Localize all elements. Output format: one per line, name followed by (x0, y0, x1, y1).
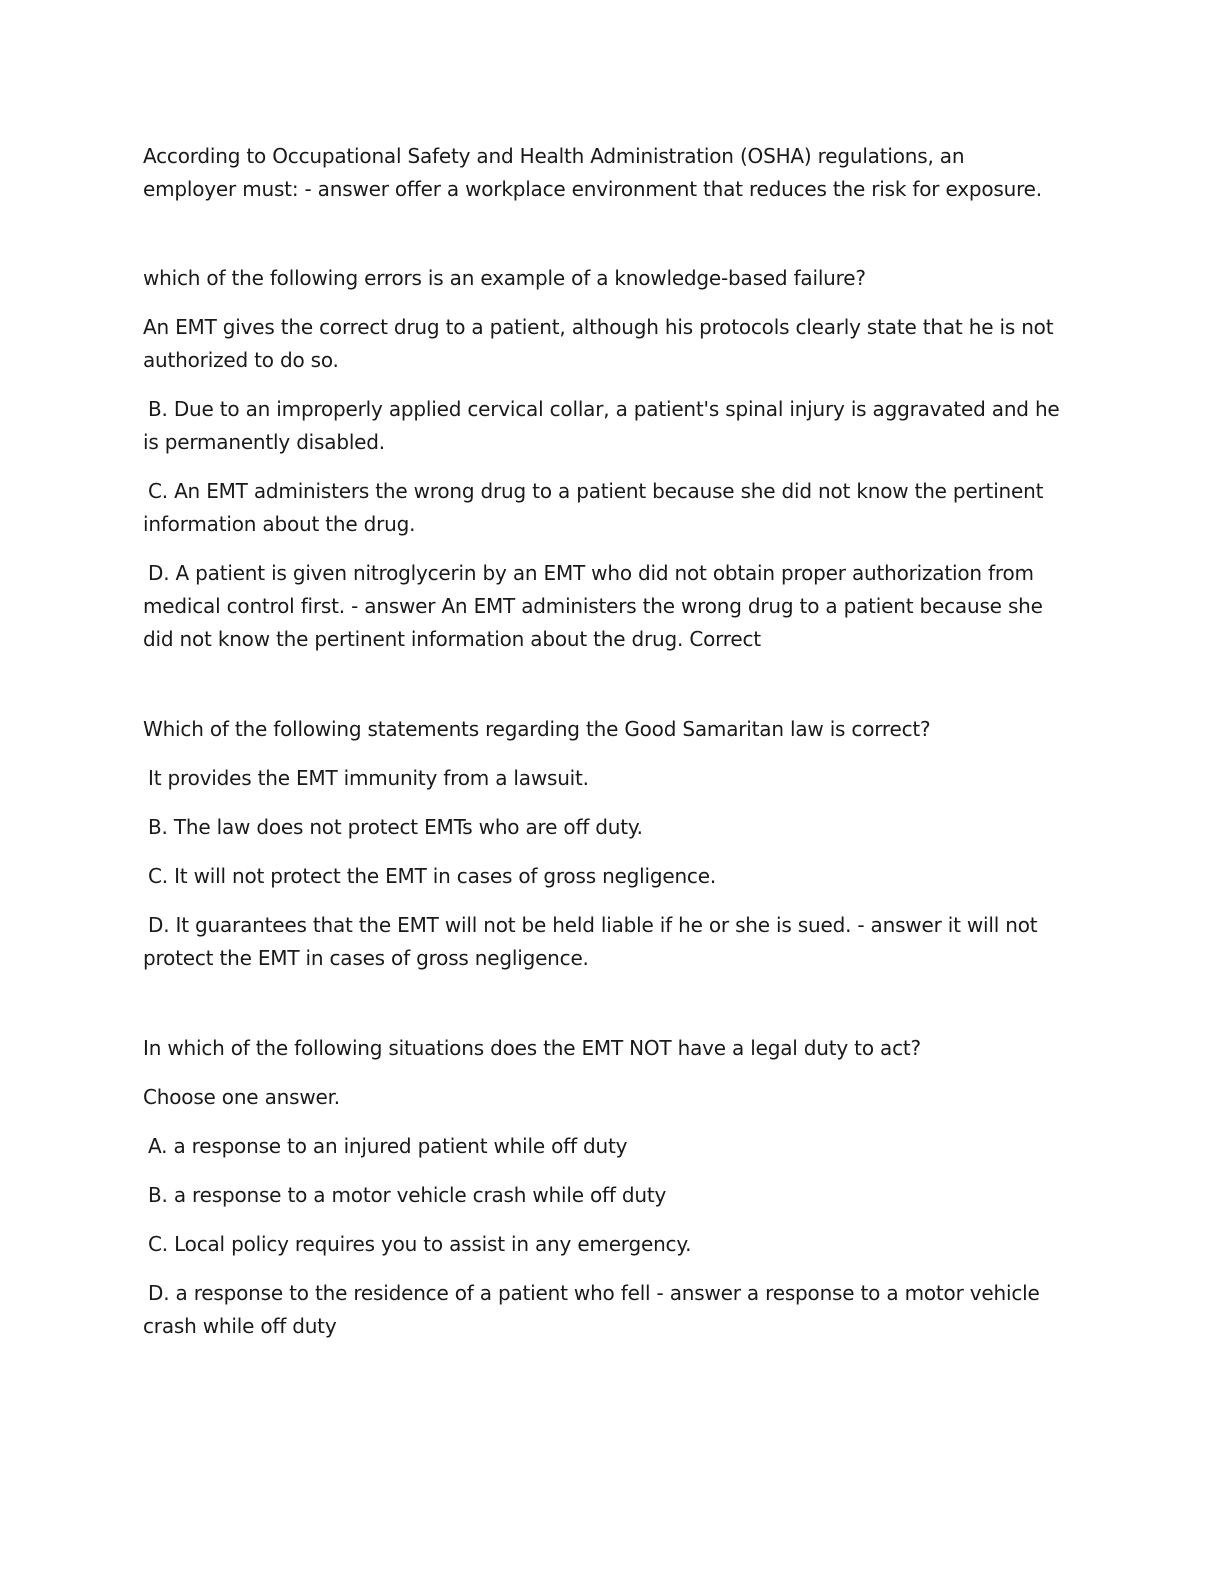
question-2-prompt: which of the following errors is an example of a knowledge-based failure? (143, 266, 866, 290)
question-4-prompt: In which of the following situations does the EMT NOT have a legal duty to act? (143, 1036, 921, 1060)
question-3-option-a: It provides the EMT immunity from a lawsuit. (148, 766, 589, 790)
question-4-option-b: B. a response to a motor vehicle crash while off duty (148, 1183, 667, 1207)
question-2-option-d: D. A patient is given nitroglycerin by an EMT who did not obtain proper authorization from medical control first. - answer An EMT administers the wrong drug to a patient because she did not know the pertinent information about the drug. Correct (143, 561, 1043, 651)
question-3-prompt: Which of the following statements regarding the Good Samaritan law is correct? (143, 717, 931, 741)
question-3-option-b: B. The law does not protect EMTs who are off duty. (148, 815, 643, 839)
question-4-option-c: C. Local policy requires you to assist in any emergency. (148, 1232, 692, 1256)
question-3-option-d: D. It guarantees that the EMT will not be held liable if he or she is sued. - answer it will not protect the EMT in cases of gross negligence. (143, 913, 1038, 970)
spacer (143, 991, 1063, 1032)
question-3-option-c: C. It will not protect the EMT in cases of gross negligence. (148, 864, 716, 888)
question-1-text: According to Occupational Safety and Health Administration (OSHA) regulations, an employer must: - answer offer a workplace environment that reduces the risk for exposure. (143, 144, 1042, 201)
question-4-option-a: A. a response to an injured patient while off duty (148, 1134, 628, 1158)
spacer (143, 672, 1063, 713)
question-4-option-d: D. a response to the residence of a patient who fell - answer a response to a motor vehicle crash while off duty (143, 1281, 1040, 1338)
question-2-option-c: C. An EMT administers the wrong drug to a patient because she did not know the pertinent information about the drug. (143, 479, 1044, 536)
question-2-option-b: B. Due to an improperly applied cervical collar, a patient's spinal injury is aggravated and he is permanently disabled. (143, 397, 1060, 454)
document-body (143, 140, 1063, 1359)
question-2-option-a: An EMT gives the correct drug to a patient, although his protocols clearly state that he is not authorized to do so. (143, 315, 1054, 372)
question-4-instruction: Choose one answer. (143, 1085, 340, 1109)
spacer (143, 222, 1063, 262)
